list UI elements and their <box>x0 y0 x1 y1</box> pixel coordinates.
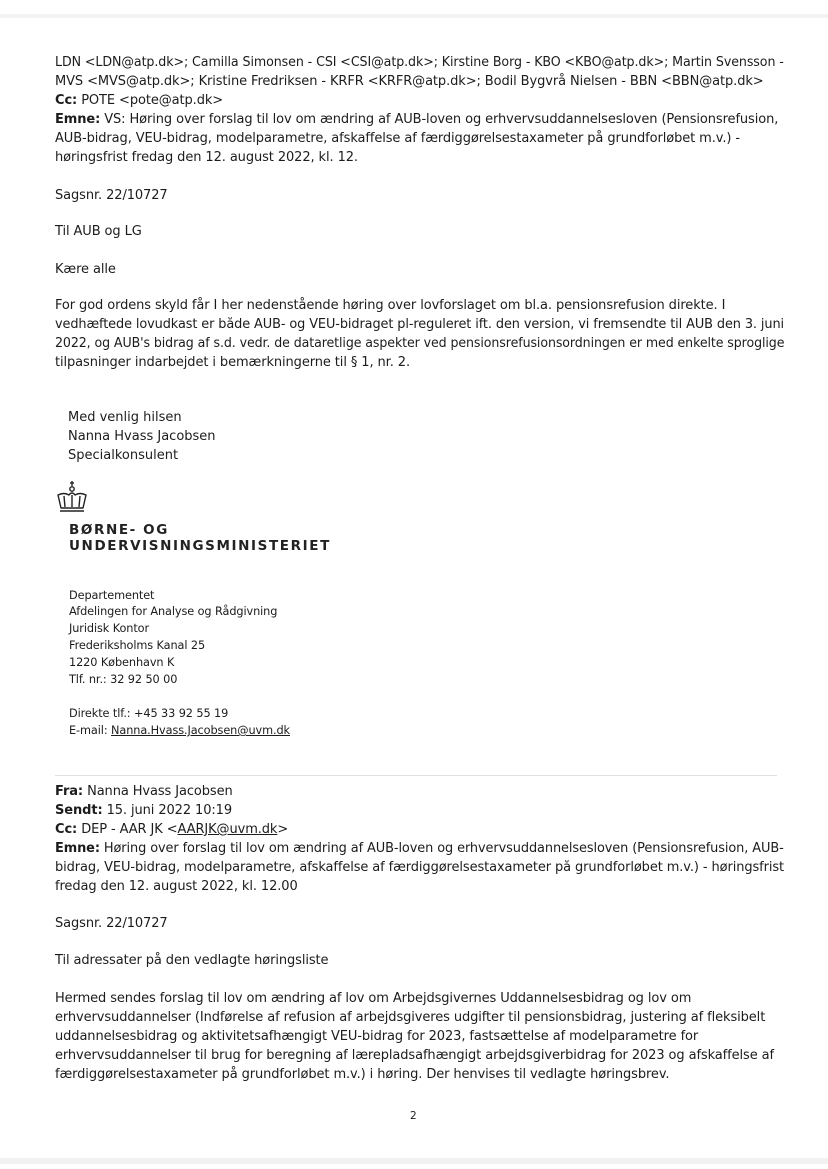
subject-label: Emne: <box>55 112 101 127</box>
cc-label: Cc: <box>55 93 78 108</box>
page-number: 2 <box>410 1110 417 1122</box>
cc-value-2: DEP - AAR JK < <box>77 822 178 837</box>
signature-title: Specialkonsulent <box>68 448 179 463</box>
crown-icon <box>55 479 89 515</box>
subject2-line-1 <box>55 839 784 858</box>
subject2-line-3: fredag den 12. august 2022, kl. 12.00 <box>55 879 298 894</box>
sent-value: 15. juni 2022 10:19 <box>102 803 233 818</box>
signature-closing: Med venlig hilsen <box>68 410 182 425</box>
from-label: Fra: <box>55 784 84 799</box>
cc-label-2: Cc: <box>55 822 78 837</box>
from-value: Nanna Hvass Jacobsen <box>83 784 233 799</box>
subject-line-1 <box>55 110 778 129</box>
sent-label: Sendt: <box>55 803 103 818</box>
recipient-group-2: Til adressater på den vedlagte høringsliste <box>55 953 329 968</box>
ministry-name-line-1: BØRNE- OG <box>69 522 169 538</box>
to-line-2: MVS <MVS@atp.dk>; Kristine Fredriksen - KRFR <KRFR@atp.dk>; Bodil Bygvrå Nielsen - BBN <BBN@atp.dk> <box>55 74 764 89</box>
subject-line-2: AUB-bidrag, VEU-bidrag, modelparametre, afskaffelse af færdiggørelsestaxameter på grundforløbet m.v.) - <box>55 131 740 146</box>
body2-line-5: færdiggørelsestaxameter på grundforløbet m.v.) i høring. Der henvises til vedlagte høringsbrev. <box>55 1067 670 1082</box>
cc-email-link[interactable]: AARJK@uvm.dk <box>177 822 278 837</box>
office: Juridisk Kontor <box>69 622 150 635</box>
city-address: 1220 København K <box>69 656 175 669</box>
cc-line-2 <box>55 820 288 839</box>
case-number: Sagsnr. 22/10727 <box>55 188 168 203</box>
greeting: Kære alle <box>55 262 116 277</box>
division: Afdelingen for Analyse og Rådgivning <box>69 605 278 618</box>
sent-line <box>55 801 232 820</box>
ministry-name-line-2: UNDERVISNINGSMINISTERIET <box>69 538 331 554</box>
from-line <box>55 782 233 801</box>
body-line-2: vedhæftede lovudkast er både AUB- og VEU-bidraget pl-reguleret ift. den version, vi fremsendte til AUB den 3. juni <box>55 317 784 332</box>
cc-value: POTE <pote@atp.dk> <box>77 93 224 108</box>
subject2-text-1: Høring over forslag til lov om ændring af AUB-loven og erhvervsuddannelsesloven (Pensionsrefusion, AUB- <box>99 841 784 856</box>
body2-line-3: uddannelsesbidrag og aktivitetsafhængigt VEU-bidrag for 2023, fastsættelse af modelparametre for <box>55 1029 699 1044</box>
to-line-1: LDN <LDN@atp.dk>; Camilla Simonsen - CSI <CSI@atp.dk>; Kirstine Borg - KBO <KBO@atp.dk>; Martin Svensson - <box>55 55 784 70</box>
body-line-3: 2022, og AUB's bidrag af s.d. vedr. de dataretlige aspekter ved pensionsrefusionsordningen er med enkelte sproglige <box>55 336 785 351</box>
body2-line-2: erhvervsuddannelser (Indførelse af refusion af arbejdsgiveres udgifter til pensionsbidrag, justering af fleksibelt <box>55 1010 766 1025</box>
subject2-label: Emne: <box>55 841 100 856</box>
body-line-1: For god ordens skyld får I her nedenstående høring over lovforslaget om bl.a. pensionsrefusion direkte. I <box>55 298 726 313</box>
subject2-line-2: bidrag, VEU-bidrag, modelparametre, afskaffelse af færdiggørelsestaxameter på grundforløbet m.v.) - høringsfrist <box>55 860 785 875</box>
page-bottom-edge <box>0 1158 828 1164</box>
phone-number: Tlf. nr.: 32 92 50 00 <box>69 673 178 686</box>
direct-phone: Direkte tlf.: +45 33 92 55 19 <box>69 707 229 720</box>
recipient-group: Til AUB og LG <box>55 224 142 239</box>
street-address: Frederiksholms Kanal 25 <box>69 639 206 652</box>
page-top-edge <box>0 14 828 18</box>
cc-line <box>55 91 223 110</box>
body2-line-4: erhvervsuddannelser til brug for beregning af lærepladsafhængigt arbejdsgiverbidrag for 2023 og afskaffelse af <box>55 1048 774 1063</box>
department: Departementet <box>69 589 155 602</box>
email-label: E-mail: <box>69 724 112 737</box>
body-line-4: tilpasninger indarbejdet i bemærkningerne til § 1, nr. 2. <box>55 355 410 370</box>
case-number-2: Sagsnr. 22/10727 <box>55 916 168 931</box>
email-link[interactable]: Nanna.Hvass.Jacobsen@uvm.dk <box>111 724 290 737</box>
signature-name: Nanna Hvass Jacobsen <box>68 429 216 444</box>
subject-text-1: VS: Høring over forslag til lov om ændring af AUB-loven og erhvervsuddannelsesloven (Pensionsrefusion, <box>100 112 779 127</box>
email-line <box>69 722 290 739</box>
body2-line-1: Hermed sendes forslag til lov om ændring af lov om Arbejdsgivernes Uddannelsesbidrag og lov om <box>55 991 692 1006</box>
message-divider <box>55 775 777 776</box>
subject-line-3: høringsfrist fredag den 12. august 2022, kl. 12. <box>55 150 358 165</box>
cc-end: > <box>277 822 289 837</box>
